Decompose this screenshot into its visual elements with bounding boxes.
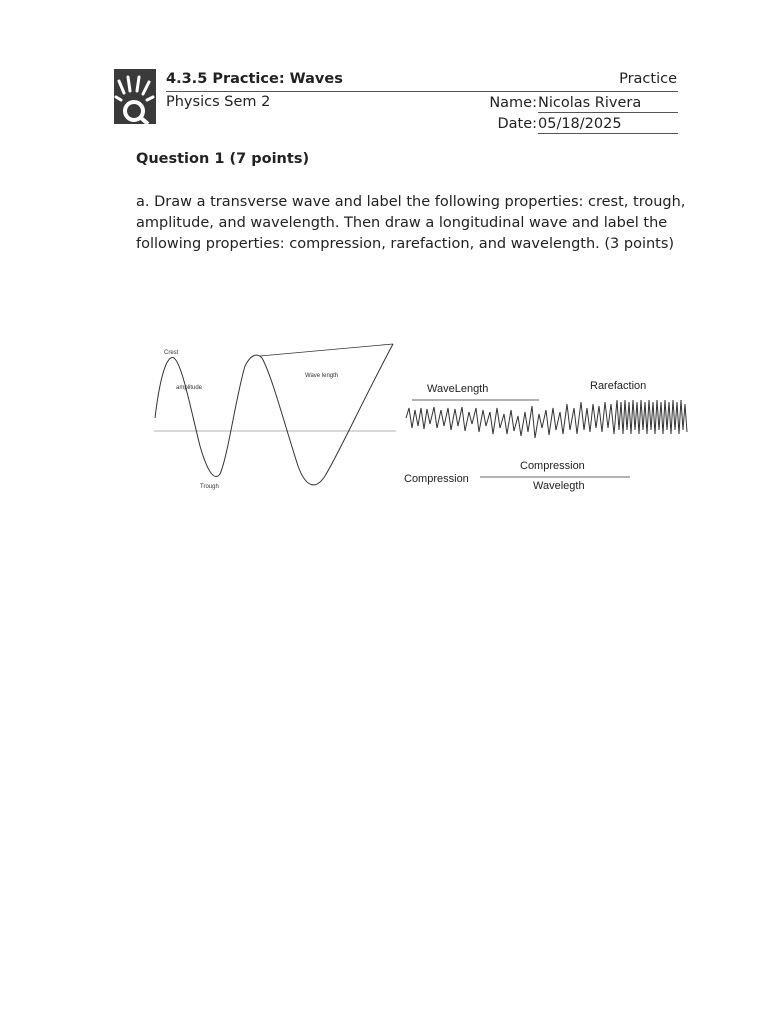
document-type: Practice [619, 71, 677, 87]
page-title: 4.3.5 Practice: Waves [166, 71, 343, 87]
compression-top-label: Compression [520, 460, 585, 472]
course-name: Physics Sem 2 [166, 94, 271, 110]
wave-drawing [150, 336, 690, 496]
crest-label: Crest [164, 350, 179, 356]
amplitude-label: amplitude [176, 385, 203, 391]
question-text: a. Draw a transverse wave and label the following properties: crest, trough, amplitude, and wavelength. Then draw a longitudinal wave and label the following properties: compression, rarefaction, and wavelength. (3 points) [136, 194, 686, 252]
wavelength-line [260, 344, 393, 356]
header-divider [166, 91, 678, 92]
rarefaction-label: Rarefaction [590, 380, 647, 392]
name-field[interactable]: Nicolas Rivera [538, 95, 678, 113]
date-field[interactable]: 05/18/2025 [538, 116, 678, 134]
date-label: Date: [497, 116, 537, 132]
compression-left-label: Compression [404, 473, 469, 485]
longitudinal-wavelength-bottom-label: Wavelegth [533, 480, 585, 492]
transverse-wavelength-label: Wave length [305, 373, 339, 379]
trough-label: Trough [200, 484, 219, 490]
logo-icon [114, 69, 156, 124]
longitudinal-wave [406, 400, 687, 438]
transverse-wave [155, 344, 393, 485]
question-title: Question 1 (7 points) [136, 151, 310, 167]
name-label: Name: [489, 95, 537, 111]
longitudinal-wavelength-label: WaveLength [427, 383, 489, 395]
